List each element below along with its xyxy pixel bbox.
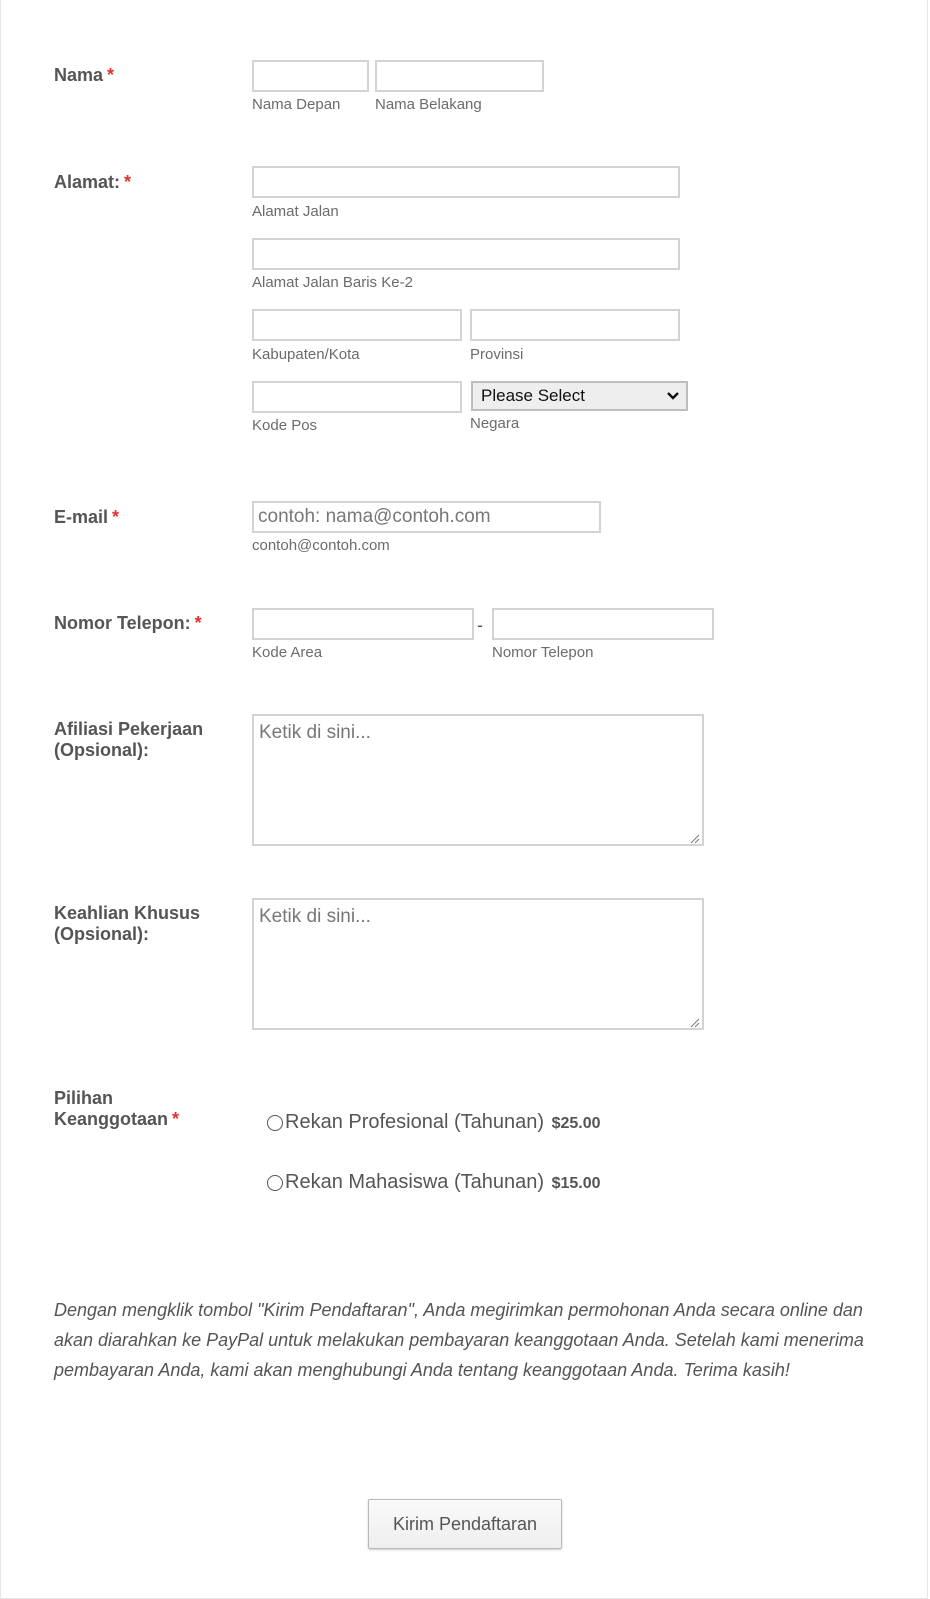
last-name-sublabel: Nama Belakang [375, 96, 482, 113]
last-name-input[interactable] [375, 60, 544, 92]
affiliation-label-line2: (Opsional): [54, 740, 149, 760]
phone-number-input[interactable] [492, 608, 714, 640]
membership-label-line1: Pilihan [54, 1088, 114, 1108]
radio-button[interactable] [267, 1175, 283, 1191]
membership-option-student[interactable] [267, 1170, 601, 1196]
resize-grip-icon[interactable] [690, 834, 700, 844]
phone-separator: - [477, 615, 483, 635]
province-input[interactable] [470, 309, 680, 341]
address-label [54, 172, 131, 193]
city-sublabel: Kabupaten/Kota [252, 346, 360, 363]
skills-label-line2: (Opsional): [54, 924, 149, 944]
affiliation-textarea[interactable] [252, 714, 704, 846]
postal-code-input[interactable] [252, 381, 462, 413]
phone-label [54, 613, 202, 634]
skills-label-line1: Keahlian Khusus [54, 903, 201, 923]
required-mark: * [172, 1109, 180, 1129]
street-address-sublabel: Alamat Jalan [252, 203, 339, 220]
required-mark: * [107, 65, 115, 85]
required-mark: * [124, 172, 132, 192]
name-label-text: Nama [54, 65, 104, 85]
payment-notice: Dengan mengklik tombol "Kirim Pendaftaran", Anda megirimkan permohonan Anda secara online dan akan diarahkan ke PayPal untuk melakukan pembayaran keanggotaan Anda. Setelah kami menerima pembayaran Anda, kami akan menghubungi Anda tentang keanggotaan Anda. Terima kasih! [54, 1300, 864, 1380]
name-label [54, 65, 114, 86]
area-code-sublabel: Kode Area [252, 644, 323, 661]
postal-code-sublabel: Kode Pos [252, 417, 318, 434]
province-sublabel: Provinsi [470, 346, 524, 363]
skills-label [54, 903, 200, 945]
area-code-input[interactable] [252, 608, 474, 640]
resize-grip-icon[interactable] [690, 1018, 700, 1028]
first-name-sublabel: Nama Depan [252, 96, 341, 113]
country-sublabel: Negara [470, 415, 520, 432]
membership-option-price: $15.00 [551, 1175, 601, 1192]
street-address-input[interactable] [252, 166, 680, 198]
email-label [54, 507, 119, 528]
street-address-line2-sublabel: Alamat Jalan Baris Ke-2 [252, 274, 413, 291]
country-select-value: Please Select [481, 386, 585, 405]
phone-label-text: Nomor Telepon: [54, 613, 191, 633]
membership-label-line2: Keanggotaan [54, 1109, 169, 1129]
email-label-text: E-mail [54, 507, 109, 527]
affiliation-label-line1: Afiliasi Pekerjaan [54, 719, 204, 739]
street-address-line2-input[interactable] [252, 238, 680, 270]
affiliation-label [54, 719, 203, 761]
email-sublabel: contoh@contoh.com [252, 537, 390, 554]
skills-textarea[interactable] [252, 898, 704, 1030]
chevron-down-icon [666, 384, 680, 416]
required-mark: * [112, 507, 120, 527]
email-input[interactable] [252, 501, 601, 533]
city-input[interactable] [252, 309, 462, 341]
country-select[interactable] [471, 381, 688, 411]
membership-label [54, 1088, 179, 1130]
first-name-input[interactable] [252, 60, 369, 92]
membership-option-label: Rekan Mahasiswa (Tahunan) [285, 1171, 545, 1193]
membership-option-label: Rekan Profesional (Tahunan) [285, 1111, 545, 1133]
membership-option-price: $25.00 [551, 1115, 601, 1132]
required-mark: * [194, 613, 202, 633]
submit-registration-button[interactable]: Kirim Pendaftaran [368, 1499, 562, 1549]
address-label-text: Alamat: [54, 172, 121, 192]
radio-button[interactable] [267, 1115, 283, 1131]
membership-option-professional[interactable] [267, 1110, 601, 1136]
phone-number-sublabel: Nomor Telepon [492, 644, 594, 661]
